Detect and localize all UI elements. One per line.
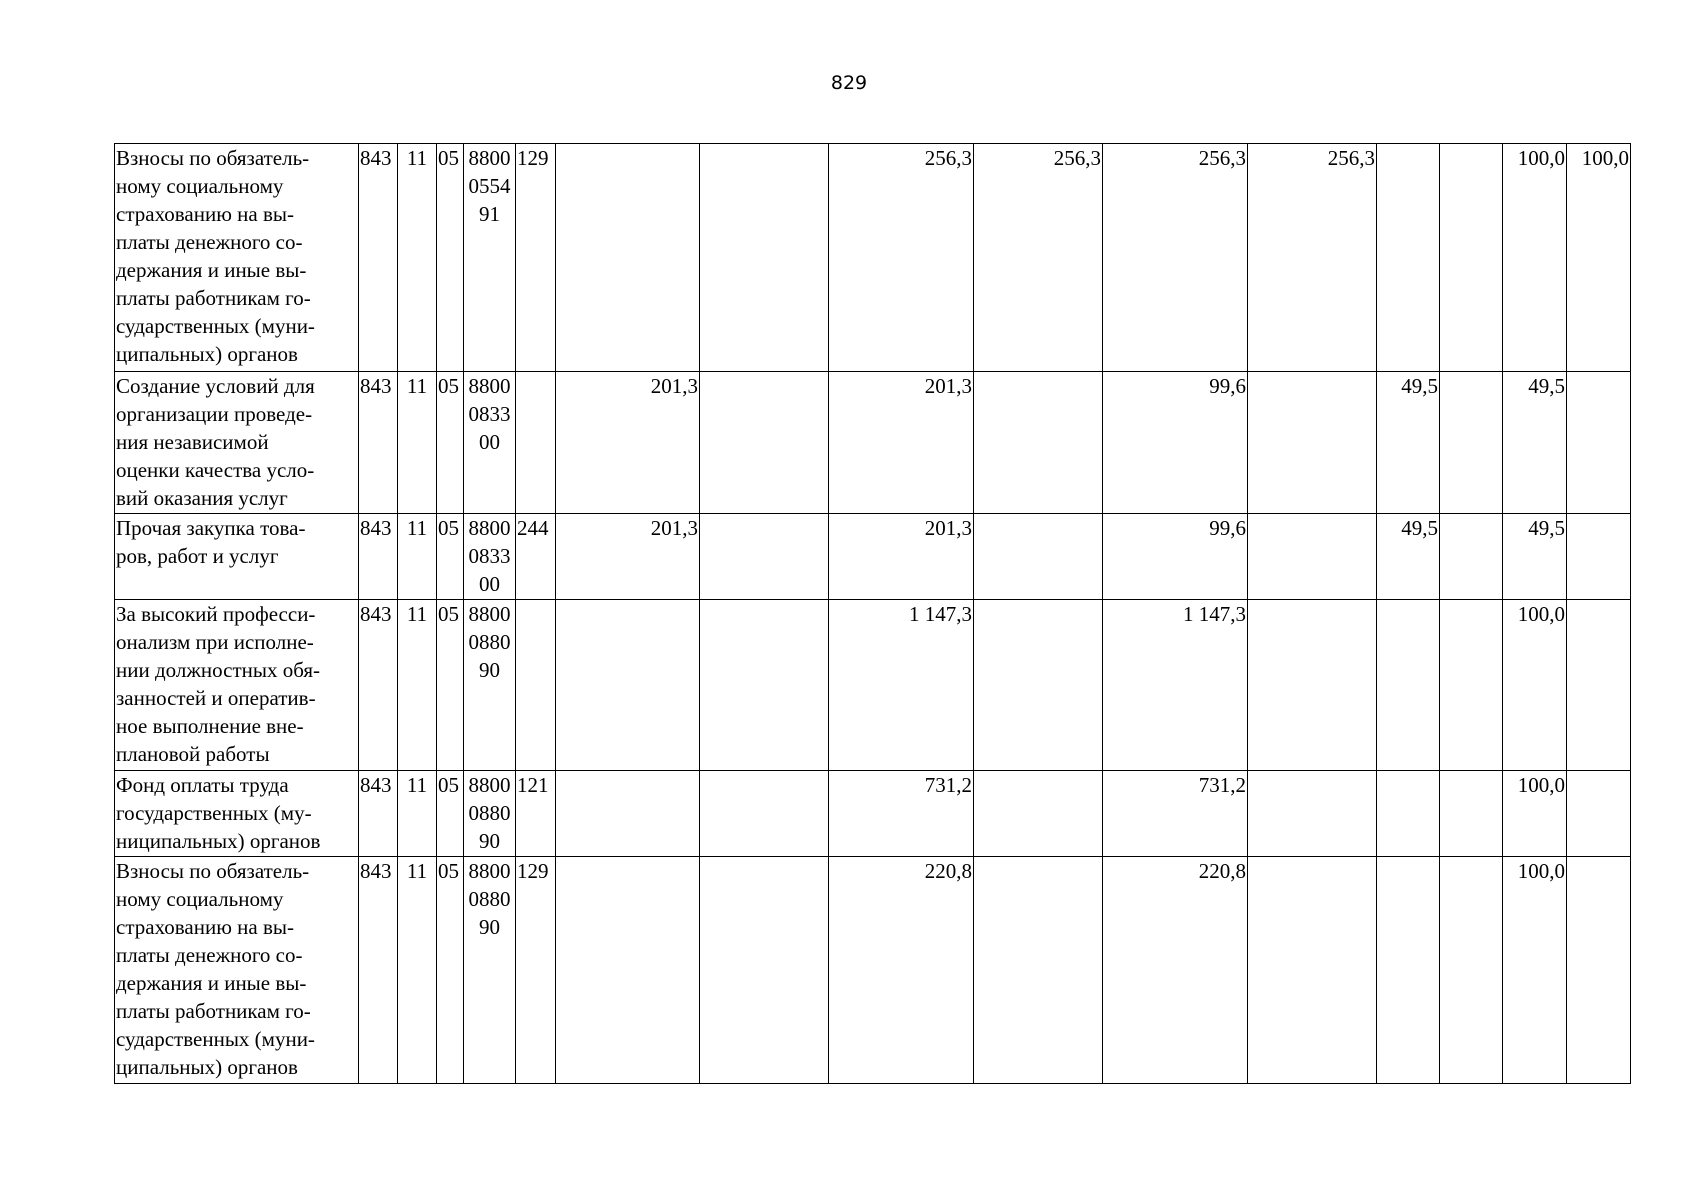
page-number: 829 xyxy=(830,72,868,94)
table-row xyxy=(115,372,1631,514)
value-col-3: 201,3 xyxy=(924,374,972,398)
subsection-code: 05 xyxy=(438,602,459,626)
value-col-6-cell xyxy=(1248,600,1377,771)
value-col-10-cell xyxy=(1567,600,1631,771)
value-col-5-cell xyxy=(1103,144,1248,372)
value-col-3: 201,3 xyxy=(924,516,972,540)
value-col-9: 49,5 xyxy=(1528,516,1565,540)
target-article-code-cell xyxy=(464,857,516,1084)
value-col-1-cell xyxy=(556,144,700,372)
value-col-3-cell xyxy=(829,771,974,857)
ministry-code-cell xyxy=(359,857,398,1084)
value-col-10: 100,0 xyxy=(1581,146,1629,170)
target-article-code-cell xyxy=(464,600,516,771)
value-col-8-cell xyxy=(1440,514,1503,600)
value-col-2-cell xyxy=(700,514,829,600)
value-col-9-cell xyxy=(1503,144,1567,372)
section-code-cell xyxy=(398,144,437,372)
row-name: Фонд оплаты труда государственных (му- ниципальных) органов xyxy=(116,773,321,853)
value-col-1-cell xyxy=(556,857,700,1084)
target-article-code: 8800 0880 90 xyxy=(468,859,511,939)
value-col-6-cell xyxy=(1248,857,1377,1084)
value-col-5-cell xyxy=(1103,771,1248,857)
value-col-5: 1 147,3 xyxy=(1183,602,1246,626)
subsection-code-cell xyxy=(437,857,464,1084)
subsection-code-cell xyxy=(437,600,464,771)
expense-type-code-cell xyxy=(516,514,556,600)
value-col-3-cell xyxy=(829,514,974,600)
value-col-3: 731,2 xyxy=(924,773,972,797)
value-col-7: 49,5 xyxy=(1401,374,1438,398)
budget-table xyxy=(114,143,1631,1084)
expense-type-code: 244 xyxy=(517,516,549,540)
value-col-4-cell xyxy=(974,514,1103,600)
table-row xyxy=(115,771,1631,857)
value-col-8-cell xyxy=(1440,771,1503,857)
ministry-code: 843 xyxy=(360,516,392,540)
value-col-1-cell xyxy=(556,372,700,514)
value-col-5-cell xyxy=(1103,514,1248,600)
subsection-code: 05 xyxy=(438,773,459,797)
value-col-4-cell xyxy=(974,771,1103,857)
value-col-5-cell xyxy=(1103,372,1248,514)
value-col-9: 49,5 xyxy=(1528,374,1565,398)
value-col-5: 220,8 xyxy=(1198,859,1246,883)
section-code-cell xyxy=(398,771,437,857)
table-row xyxy=(115,514,1631,600)
value-col-2-cell xyxy=(700,144,829,372)
section-code: 11 xyxy=(406,516,428,540)
row-name-cell xyxy=(115,771,359,857)
ministry-code: 843 xyxy=(360,773,392,797)
value-col-7: 49,5 xyxy=(1401,516,1438,540)
row-name: Прочая закупка това- ров, работ и услуг xyxy=(116,516,306,568)
value-col-3: 220,8 xyxy=(924,859,972,883)
value-col-3: 1 147,3 xyxy=(909,602,972,626)
value-col-5: 731,2 xyxy=(1198,773,1246,797)
value-col-1-cell xyxy=(556,600,700,771)
expense-type-code-cell xyxy=(516,372,556,514)
value-col-5-cell xyxy=(1103,857,1248,1084)
section-code: 11 xyxy=(406,602,428,626)
value-col-8-cell xyxy=(1440,144,1503,372)
value-col-3: 256,3 xyxy=(924,146,972,170)
value-col-6-cell xyxy=(1248,771,1377,857)
section-code-cell xyxy=(398,600,437,771)
table-row xyxy=(115,144,1631,372)
section-code-cell xyxy=(398,857,437,1084)
subsection-code: 05 xyxy=(438,146,459,170)
expense-type-code: 121 xyxy=(517,773,549,797)
value-col-10-cell xyxy=(1567,372,1631,514)
section-code: 11 xyxy=(406,146,428,170)
expense-type-code-cell xyxy=(516,771,556,857)
section-code: 11 xyxy=(406,773,428,797)
ministry-code: 843 xyxy=(360,374,392,398)
value-col-3-cell xyxy=(829,144,974,372)
subsection-code-cell xyxy=(437,514,464,600)
row-name-cell xyxy=(115,857,359,1084)
row-name: Создание условий для организации проведе- ния независимой оценки качества усло- вий оказания услуг xyxy=(116,374,315,510)
value-col-8-cell xyxy=(1440,372,1503,514)
value-col-1: 201,3 xyxy=(650,374,698,398)
value-col-1-cell xyxy=(556,771,700,857)
expense-type-code-cell xyxy=(516,857,556,1084)
row-name-cell xyxy=(115,514,359,600)
value-col-4: 256,3 xyxy=(1053,146,1101,170)
section-code: 11 xyxy=(406,374,428,398)
row-name-cell xyxy=(115,372,359,514)
section-code-cell xyxy=(398,372,437,514)
value-col-6-cell xyxy=(1248,372,1377,514)
value-col-3-cell xyxy=(829,600,974,771)
value-col-9-cell xyxy=(1503,514,1567,600)
value-col-1-cell xyxy=(556,514,700,600)
section-code: 11 xyxy=(406,859,428,883)
row-name: Взносы по обязатель- ному социальному страхованию на вы- платы денежного со- держания и иные вы- платы работникам го- сударственных (муни- ципальных) органов xyxy=(116,859,315,1079)
table-row xyxy=(115,600,1631,771)
value-col-7-cell xyxy=(1377,144,1440,372)
value-col-9-cell xyxy=(1503,771,1567,857)
ministry-code: 843 xyxy=(360,602,392,626)
expense-type-code: 129 xyxy=(517,146,549,170)
value-col-2-cell xyxy=(700,857,829,1084)
target-article-code: 8800 0833 00 xyxy=(468,374,511,454)
expense-type-code-cell xyxy=(516,144,556,372)
value-col-2-cell xyxy=(700,600,829,771)
target-article-code-cell xyxy=(464,372,516,514)
ministry-code-cell xyxy=(359,514,398,600)
value-col-5-cell xyxy=(1103,600,1248,771)
subsection-code: 05 xyxy=(438,859,459,883)
value-col-9-cell xyxy=(1503,857,1567,1084)
value-col-5: 99,6 xyxy=(1209,516,1246,540)
target-article-code: 8800 0554 91 xyxy=(468,146,511,226)
row-name-cell xyxy=(115,144,359,372)
value-col-1: 201,3 xyxy=(650,516,698,540)
value-col-7-cell xyxy=(1377,771,1440,857)
ministry-code-cell xyxy=(359,771,398,857)
value-col-5: 256,3 xyxy=(1198,146,1246,170)
ministry-code: 843 xyxy=(360,859,392,883)
value-col-7-cell xyxy=(1377,600,1440,771)
value-col-2-cell xyxy=(700,372,829,514)
value-col-4-cell xyxy=(974,600,1103,771)
value-col-10-cell xyxy=(1567,514,1631,600)
value-col-10-cell xyxy=(1567,771,1631,857)
value-col-9: 100,0 xyxy=(1517,602,1565,626)
value-col-7-cell xyxy=(1377,514,1440,600)
value-col-9-cell xyxy=(1503,600,1567,771)
row-name-cell xyxy=(115,600,359,771)
value-col-8-cell xyxy=(1440,600,1503,771)
value-col-8-cell xyxy=(1440,857,1503,1084)
value-col-4-cell xyxy=(974,144,1103,372)
subsection-code-cell xyxy=(437,144,464,372)
value-col-9-cell xyxy=(1503,372,1567,514)
target-article-code-cell xyxy=(464,514,516,600)
value-col-6: 256,3 xyxy=(1327,146,1375,170)
target-article-code: 8800 0880 90 xyxy=(468,602,511,682)
subsection-code: 05 xyxy=(438,516,459,540)
value-col-6-cell xyxy=(1248,514,1377,600)
row-name: За высокий професси- онализм при исполне- нии должностных обя- занностей и оператив- ное выполнение вне- плановой работы xyxy=(116,602,321,766)
value-col-2-cell xyxy=(700,771,829,857)
value-col-7-cell xyxy=(1377,857,1440,1084)
expense-type-code: 129 xyxy=(517,859,549,883)
ministry-code: 843 xyxy=(360,146,392,170)
value-col-5: 99,6 xyxy=(1209,374,1246,398)
value-col-7-cell xyxy=(1377,372,1440,514)
value-col-6-cell xyxy=(1248,144,1377,372)
subsection-code: 05 xyxy=(438,374,459,398)
value-col-3-cell xyxy=(829,372,974,514)
target-article-code: 8800 0880 90 xyxy=(468,773,511,853)
table-body xyxy=(115,144,1631,1084)
ministry-code-cell xyxy=(359,144,398,372)
row-name: Взносы по обязатель- ному социальному страхованию на вы- платы денежного со- держания и иные вы- платы работникам го- сударственных (муни- ципальных) органов xyxy=(116,146,315,366)
value-col-3-cell xyxy=(829,857,974,1084)
subsection-code-cell xyxy=(437,372,464,514)
expense-type-code-cell xyxy=(516,600,556,771)
value-col-9: 100,0 xyxy=(1517,859,1565,883)
value-col-4-cell xyxy=(974,372,1103,514)
ministry-code-cell xyxy=(359,372,398,514)
target-article-code-cell xyxy=(464,771,516,857)
section-code-cell xyxy=(398,514,437,600)
target-article-code-cell xyxy=(464,144,516,372)
value-col-4-cell xyxy=(974,857,1103,1084)
value-col-10-cell xyxy=(1567,144,1631,372)
value-col-9: 100,0 xyxy=(1517,773,1565,797)
value-col-10-cell xyxy=(1567,857,1631,1084)
ministry-code-cell xyxy=(359,600,398,771)
value-col-9: 100,0 xyxy=(1517,146,1565,170)
table-row xyxy=(115,857,1631,1084)
subsection-code-cell xyxy=(437,771,464,857)
target-article-code: 8800 0833 00 xyxy=(468,516,511,596)
